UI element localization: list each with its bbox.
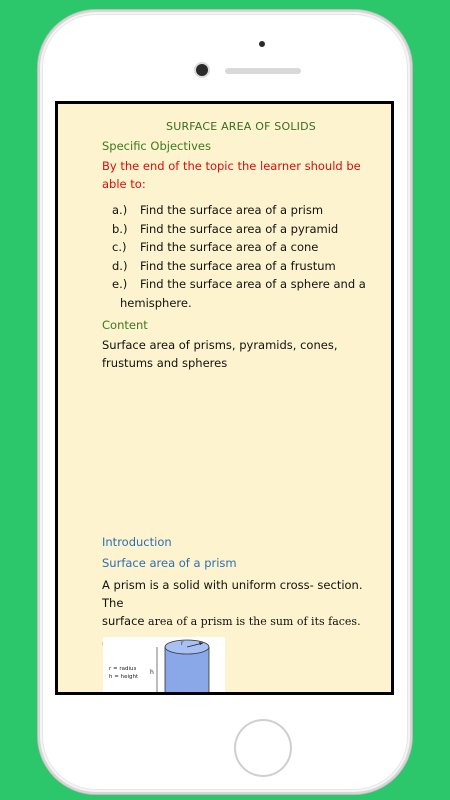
content-text: Surface area of prisms, pyramids, cones, frustums and spheres bbox=[102, 338, 338, 370]
list-marker: b.) bbox=[112, 221, 128, 236]
list-item-text: Find the surface area of a sphere and a bbox=[140, 277, 366, 291]
introduction-section bbox=[102, 535, 372, 651]
list-marker: d.) bbox=[112, 258, 128, 273]
introduction-heading: Introduction bbox=[102, 535, 172, 549]
prism-text-word: surface bbox=[102, 614, 145, 628]
specific-objectives-heading: Specific Objectives bbox=[102, 139, 211, 153]
list-item bbox=[102, 257, 372, 276]
proximity-sensor bbox=[259, 41, 265, 47]
phone-screen bbox=[55, 101, 394, 695]
cylinder-figure bbox=[103, 637, 225, 692]
document-page[interactable] bbox=[58, 104, 391, 692]
radius-dim-label: r bbox=[181, 640, 184, 647]
list-item bbox=[102, 201, 372, 220]
objectives-list bbox=[102, 201, 372, 312]
objectives-intro: By the end of the topic the learner should be able to: bbox=[102, 159, 361, 191]
page-title: SURFACE AREA OF SOLIDS bbox=[166, 120, 316, 133]
list-item-text: Find the surface area of a frustum bbox=[140, 258, 336, 273]
list-item bbox=[102, 220, 372, 239]
prism-text-line2: area of a prism is the sum of its faces. bbox=[144, 615, 361, 628]
list-marker: e.) bbox=[112, 277, 128, 291]
list-item-text: Find the surface area of a prism bbox=[140, 203, 324, 217]
list-item bbox=[102, 275, 372, 294]
cylinder-diagram bbox=[103, 637, 225, 692]
content-heading: Content bbox=[102, 318, 148, 332]
list-item-text: Find the surface area of a cone bbox=[140, 240, 319, 254]
list-marker: a.) bbox=[112, 203, 128, 217]
list-item-continuation: hemisphere. bbox=[120, 295, 192, 310]
list-item bbox=[102, 238, 372, 257]
radius-legend: r = radius bbox=[109, 666, 137, 672]
prism-heading: Surface area of a prism bbox=[102, 556, 237, 570]
list-marker: c.) bbox=[112, 240, 127, 254]
height-dim-label: h bbox=[150, 669, 154, 676]
list-item-text: Find the surface area of a pyramid bbox=[140, 221, 339, 236]
height-legend: h = height bbox=[109, 674, 139, 680]
document-body bbox=[102, 120, 372, 372]
prism-text bbox=[102, 576, 372, 631]
front-camera-icon bbox=[196, 64, 208, 76]
home-button[interactable] bbox=[234, 719, 292, 777]
earpiece-speaker bbox=[225, 68, 301, 74]
prism-text-line1: A prism is a solid with uniform cross- section. The bbox=[102, 578, 363, 610]
